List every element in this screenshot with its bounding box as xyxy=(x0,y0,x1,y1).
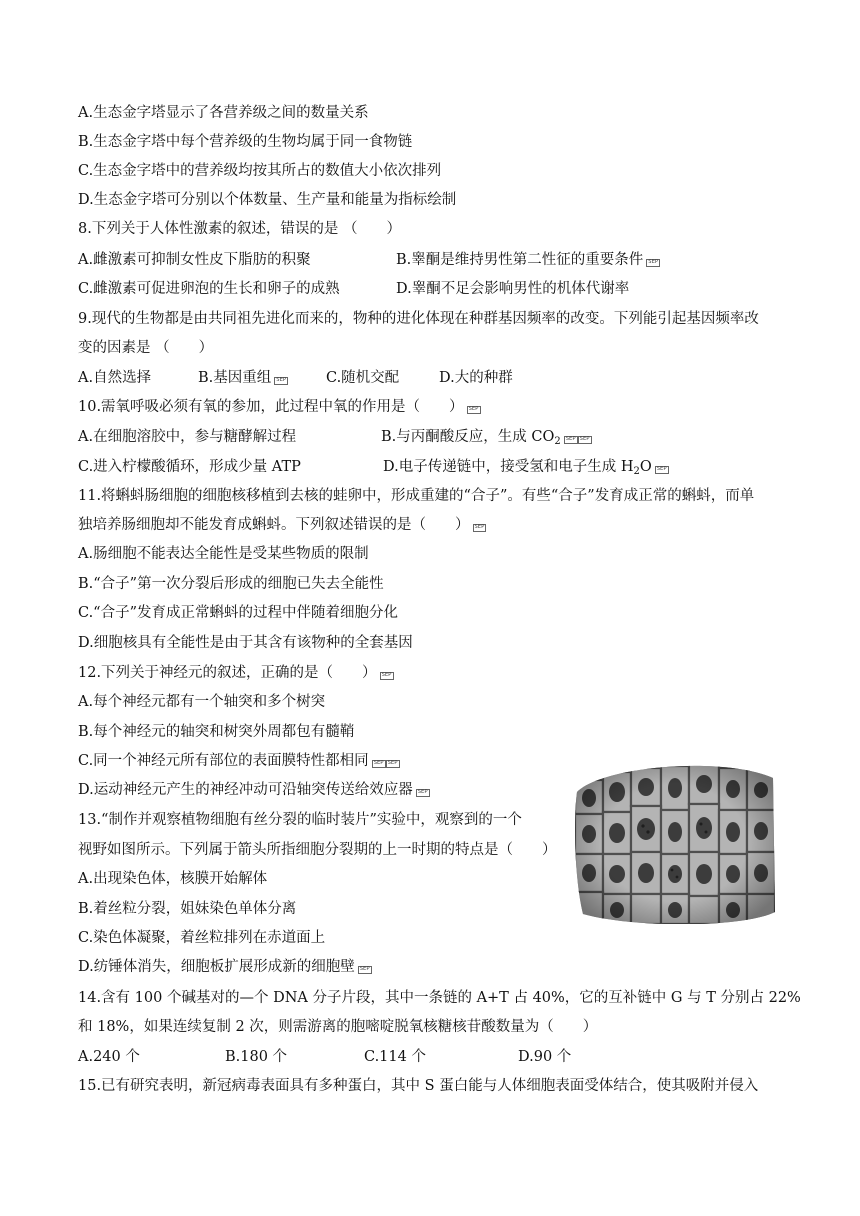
q13-option-d: D.纺锤体消失，细胞板扩展形成新的细胞壁 xyxy=(78,959,355,975)
q11-option-d: D.细胞核具有全能性是由于其含有该物种的全套基因 xyxy=(78,635,413,651)
q11-option-b: B.“合子”第一次分裂后形成的细胞已失去全能性 xyxy=(78,576,384,592)
q13-option-b: B.着丝粒分裂，姐妹染色单体分离 xyxy=(78,901,297,917)
q14-stem-line2: 和 18%，如果连续复制 2 次，则需游离的胞嘧啶脱氧核糖核苷酸数量为（ ） xyxy=(78,1019,598,1035)
q12-option-d-wrap xyxy=(78,780,430,800)
q13-stem-line1: 13.“制作并观察植物细胞有丝分裂的临时装片”实验中，观察到的一个 xyxy=(78,812,522,828)
q8-option-a: A.雌激素可抑制女性皮下脂肪的积聚 xyxy=(78,252,311,268)
q10-option-d-subscript: 2 xyxy=(633,466,640,477)
q10-option-c: C.进入柠檬酸循环，形成少量 ATP xyxy=(78,459,301,475)
q8-option-d: D.睾酮不足会影响男性的机体代谢率 xyxy=(396,281,630,297)
q12-stem-wrap xyxy=(78,663,394,683)
q11-stem-line1: 11.将蝌蚪肠细胞的细胞核移植到去核的蛙卵中，形成重建的“合子”。有些“合子”发育成正常的蝌蚪，而单 xyxy=(78,488,755,504)
q10-stem: 10.需氧呼吸必须有氧的参加，此过程中氧的作用是（ ） xyxy=(78,399,464,415)
q7-option-c: C.生态金字塔中的营养级均按其所占的数值大小依次排列 xyxy=(78,163,442,179)
q13-option-c: C.染色体凝聚，着丝粒排列在赤道面上 xyxy=(78,930,326,946)
q12-option-c: C.同一个神经元所有部位的表面膜特性都相同 xyxy=(78,753,369,769)
q7-option-a: A.生态金字塔显示了各营养级之间的数量关系 xyxy=(78,105,369,121)
q12-stem: 12.下列关于神经元的叙述，正确的是（ ） xyxy=(78,665,377,681)
q7-option-d: D.生态金字塔可分别以个体数量、生产量和能量为指标绘制 xyxy=(78,192,457,208)
q14-option-c: C.114 个 xyxy=(364,1049,426,1065)
q10-option-b: B.与丙酮酸反应，生成 CO xyxy=(381,429,555,445)
q11-stem-line2: 独培养肠细胞却不能发育成蝌蚪。下列叙述错误的是（ ） xyxy=(78,517,470,533)
q11-option-c: C.“合子”发育成正常蝌蚪的过程中伴随着细胞分化 xyxy=(78,605,399,621)
q14-option-a: A.240 个 xyxy=(78,1049,140,1065)
q9-stem-line1: 9.现代的生物都是由共同祖先进化而来的，物种的进化体现在种群基因频率的改变。下列能引起基因频率改 xyxy=(78,311,759,327)
sep-mark: SEP xyxy=(359,966,370,972)
q10-stem-wrap xyxy=(78,397,481,417)
q12-option-c-wrap xyxy=(78,751,400,771)
q10-option-d-suffix: O xyxy=(639,459,652,475)
q9-option-b: B.基因重组 xyxy=(198,370,272,386)
q7-option-b: B.生态金字塔中每个营养级的生物均属于同一食物链 xyxy=(78,134,413,150)
microscope-cell-image xyxy=(573,762,775,924)
q9-option-d: D.大的种群 xyxy=(439,370,513,386)
sep-mark: SEP xyxy=(648,259,659,265)
q12-option-d: D.运动神经元产生的神经冲动可沿轴突传送给效应器 xyxy=(78,782,413,798)
q10-option-a: A.在细胞溶胶中，参与糖酵解过程 xyxy=(78,429,297,445)
q13-stem-line2: 视野如图所示。下列属于箭头所指细胞分裂期的上一时期的特点是（ ） xyxy=(78,842,557,858)
q9-option-c: C.随机交配 xyxy=(326,370,400,386)
q14-stem-line1: 14.含有 100 个碱基对的—个 DNA 分子片段，其中一条链的 A+T 占 40%，它的互补链中 G 与 T 分别占 22% xyxy=(78,990,801,1006)
q8-option-c: C.雌激素可促进卵泡的生长和卵子的成熟 xyxy=(78,281,340,297)
q11-option-a: A.肠细胞不能表达全能性是受某些物质的限制 xyxy=(78,546,369,562)
q11-stem-line2-wrap xyxy=(78,515,486,535)
q10-option-d-wrap xyxy=(383,457,669,482)
sep-mark: SEP xyxy=(381,672,392,678)
q10-option-b-subscript: 2 xyxy=(554,436,561,447)
sep-mark: SEP xyxy=(656,466,667,472)
q8-option-b: B.睾酮是维持男性第二性征的重要条件 xyxy=(396,252,644,268)
sep-mark: SEP xyxy=(373,760,384,766)
q10-option-b-wrap xyxy=(381,427,592,452)
q8-stem: 8.下列关于人体性激素的叙述，错误的是 （ ） xyxy=(78,221,401,237)
q8-option-b-wrap xyxy=(396,250,660,270)
q15-stem-line1: 15.已有研究表明，新冠病毒表面具有多种蛋白，其中 S 蛋白能与人体细胞表面受体结合，使其吸附并侵入 xyxy=(78,1078,759,1094)
q12-option-b: B.每个神经元的轴突和树突外周都包有髓鞘 xyxy=(78,724,355,740)
q14-option-d: D.90 个 xyxy=(518,1049,572,1065)
sep-mark: SEP xyxy=(387,760,398,766)
q12-option-a: A.每个神经元都有一个轴突和多个树突 xyxy=(78,694,326,710)
q13-option-a: A.出现染色体，核膜开始解体 xyxy=(78,871,268,887)
q9-option-b-wrap xyxy=(198,368,288,388)
sep-mark: SEP xyxy=(565,436,576,442)
sep-mark: SEP xyxy=(276,377,287,383)
q9-option-a: A.自然选择 xyxy=(78,370,152,386)
q14-option-b: B.180 个 xyxy=(225,1049,288,1065)
sep-mark: SEP xyxy=(579,436,590,442)
sep-mark: SEP xyxy=(468,406,479,412)
sep-mark: SEP xyxy=(474,524,485,530)
q9-stem-line2: 变的因素是 （ ） xyxy=(78,340,214,356)
sep-mark: SEP xyxy=(417,789,428,795)
q10-option-d: D.电子传递链中，接受氢和电子生成 H xyxy=(383,459,634,475)
q13-option-d-wrap xyxy=(78,957,372,977)
